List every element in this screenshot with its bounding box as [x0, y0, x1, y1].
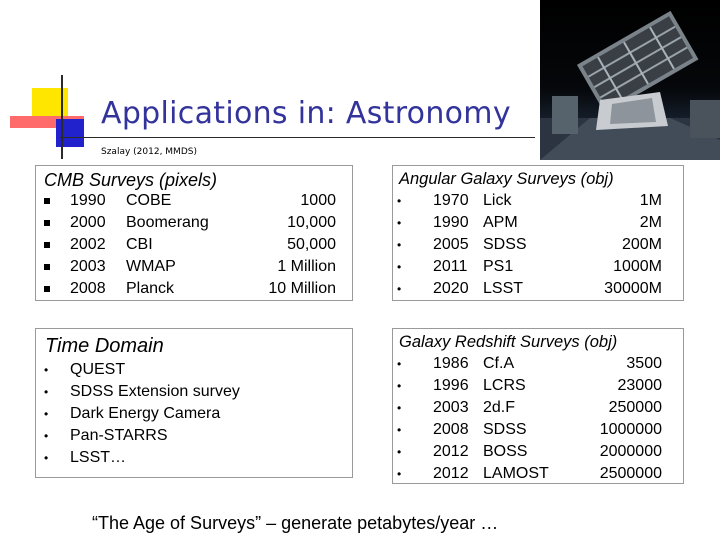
- survey-size: 1000: [300, 192, 336, 209]
- survey-name: SDSS: [483, 236, 527, 253]
- survey-size: 10,000: [287, 214, 336, 231]
- round-bullet: •: [397, 260, 402, 274]
- survey-year: 2012: [433, 465, 469, 482]
- round-bullet: •: [397, 282, 402, 296]
- survey-name: LSST: [483, 280, 524, 297]
- survey-name: LCRS: [483, 377, 526, 394]
- survey-year: 1990: [433, 214, 469, 231]
- survey-size: 30000M: [604, 280, 662, 297]
- round-bullet: •: [397, 238, 402, 252]
- survey-size: 10 Million: [268, 280, 336, 297]
- table-row: [0, 234, 720, 256]
- survey-size: 2M: [639, 214, 662, 231]
- cmb-heading: CMB Surveys (pixels): [44, 170, 218, 190]
- survey-size: 200M: [621, 236, 662, 253]
- survey-year: 2008: [70, 280, 106, 297]
- survey-year: 2002: [70, 236, 106, 253]
- round-bullet: •: [397, 357, 402, 371]
- survey-name: COBE: [126, 192, 172, 209]
- survey-year: 2012: [433, 443, 469, 460]
- table-row: [0, 397, 720, 419]
- survey-size: 3500: [626, 355, 662, 372]
- survey-size: 1000M: [613, 258, 662, 275]
- table-row: [0, 256, 720, 278]
- survey-name: APM: [483, 214, 518, 231]
- title-rule: [60, 137, 535, 138]
- footer-quote: “The Age of Surveys” – generate petabytes/year …: [92, 513, 499, 533]
- survey-size: 1M: [639, 192, 662, 209]
- round-bullet: •: [397, 467, 402, 481]
- survey-name: LAMOST: [483, 465, 549, 482]
- round-bullet: •: [397, 423, 402, 437]
- survey-name: CBI: [126, 236, 153, 253]
- survey-size: 2500000: [599, 465, 662, 482]
- survey-year: 2003: [433, 399, 469, 416]
- round-bullet: •: [44, 429, 49, 443]
- round-bullet: •: [44, 451, 49, 465]
- telescope-photo: [540, 0, 720, 160]
- table-row: [0, 278, 720, 300]
- survey-name: PS1: [483, 258, 514, 275]
- survey-year: 1996: [433, 377, 469, 394]
- table-row: [0, 353, 720, 375]
- survey-size: 250000: [608, 399, 662, 416]
- survey-name: Cf.A: [483, 355, 515, 372]
- deco-vertical-line: [61, 75, 63, 159]
- survey-size: 23000: [617, 377, 662, 394]
- survey-year: 1970: [433, 192, 469, 209]
- survey-year: 2020: [433, 280, 469, 297]
- round-bullet: •: [397, 401, 402, 415]
- list-item-text: QUEST: [70, 361, 126, 378]
- telescope-illustration: [540, 0, 720, 160]
- survey-name: WMAP: [126, 258, 176, 275]
- list-item-text: Pan-STARRS: [70, 427, 168, 444]
- survey-name: 2d.F: [483, 399, 516, 416]
- round-bullet: •: [44, 407, 49, 421]
- survey-name: SDSS: [483, 421, 527, 438]
- table-row: [0, 419, 720, 441]
- survey-size: 1000000: [599, 421, 662, 438]
- survey-name: BOSS: [483, 443, 528, 460]
- table-row: [0, 190, 720, 212]
- survey-year: 2005: [433, 236, 469, 253]
- survey-year: 2000: [70, 214, 106, 231]
- round-bullet: •: [397, 216, 402, 230]
- table-row: [0, 441, 720, 463]
- angular-heading: Angular Galaxy Surveys (obj): [399, 170, 614, 188]
- slide-title: Applications in: Astronomy: [101, 96, 511, 131]
- survey-year: 2003: [70, 258, 106, 275]
- round-bullet: •: [44, 363, 49, 377]
- list-item-text: Dark Energy Camera: [70, 405, 221, 422]
- redshift-heading: Galaxy Redshift Surveys (obj): [399, 333, 618, 351]
- round-bullet: •: [397, 445, 402, 459]
- table-row: [0, 375, 720, 397]
- table-row: [0, 463, 720, 485]
- table-row: [0, 212, 720, 234]
- survey-size: 1 Million: [277, 258, 336, 275]
- survey-year: 1990: [70, 192, 106, 209]
- survey-size: 50,000: [287, 236, 336, 253]
- survey-year: 1986: [433, 355, 469, 372]
- survey-name: Planck: [126, 280, 175, 297]
- round-bullet: •: [397, 379, 402, 393]
- survey-name: Lick: [483, 192, 512, 209]
- slide-subtitle: Szalay (2012, MMDS): [101, 147, 197, 157]
- survey-year: 2011: [433, 258, 468, 275]
- round-bullet: •: [397, 194, 402, 208]
- list-item-text: LSST…: [70, 449, 127, 466]
- list-item-text: SDSS Extension survey: [70, 383, 240, 400]
- time-domain-heading: Time Domain: [45, 335, 164, 357]
- survey-name: Boomerang: [126, 214, 209, 231]
- round-bullet: •: [44, 385, 49, 399]
- survey-size: 2000000: [599, 443, 662, 460]
- survey-year: 2008: [433, 421, 469, 438]
